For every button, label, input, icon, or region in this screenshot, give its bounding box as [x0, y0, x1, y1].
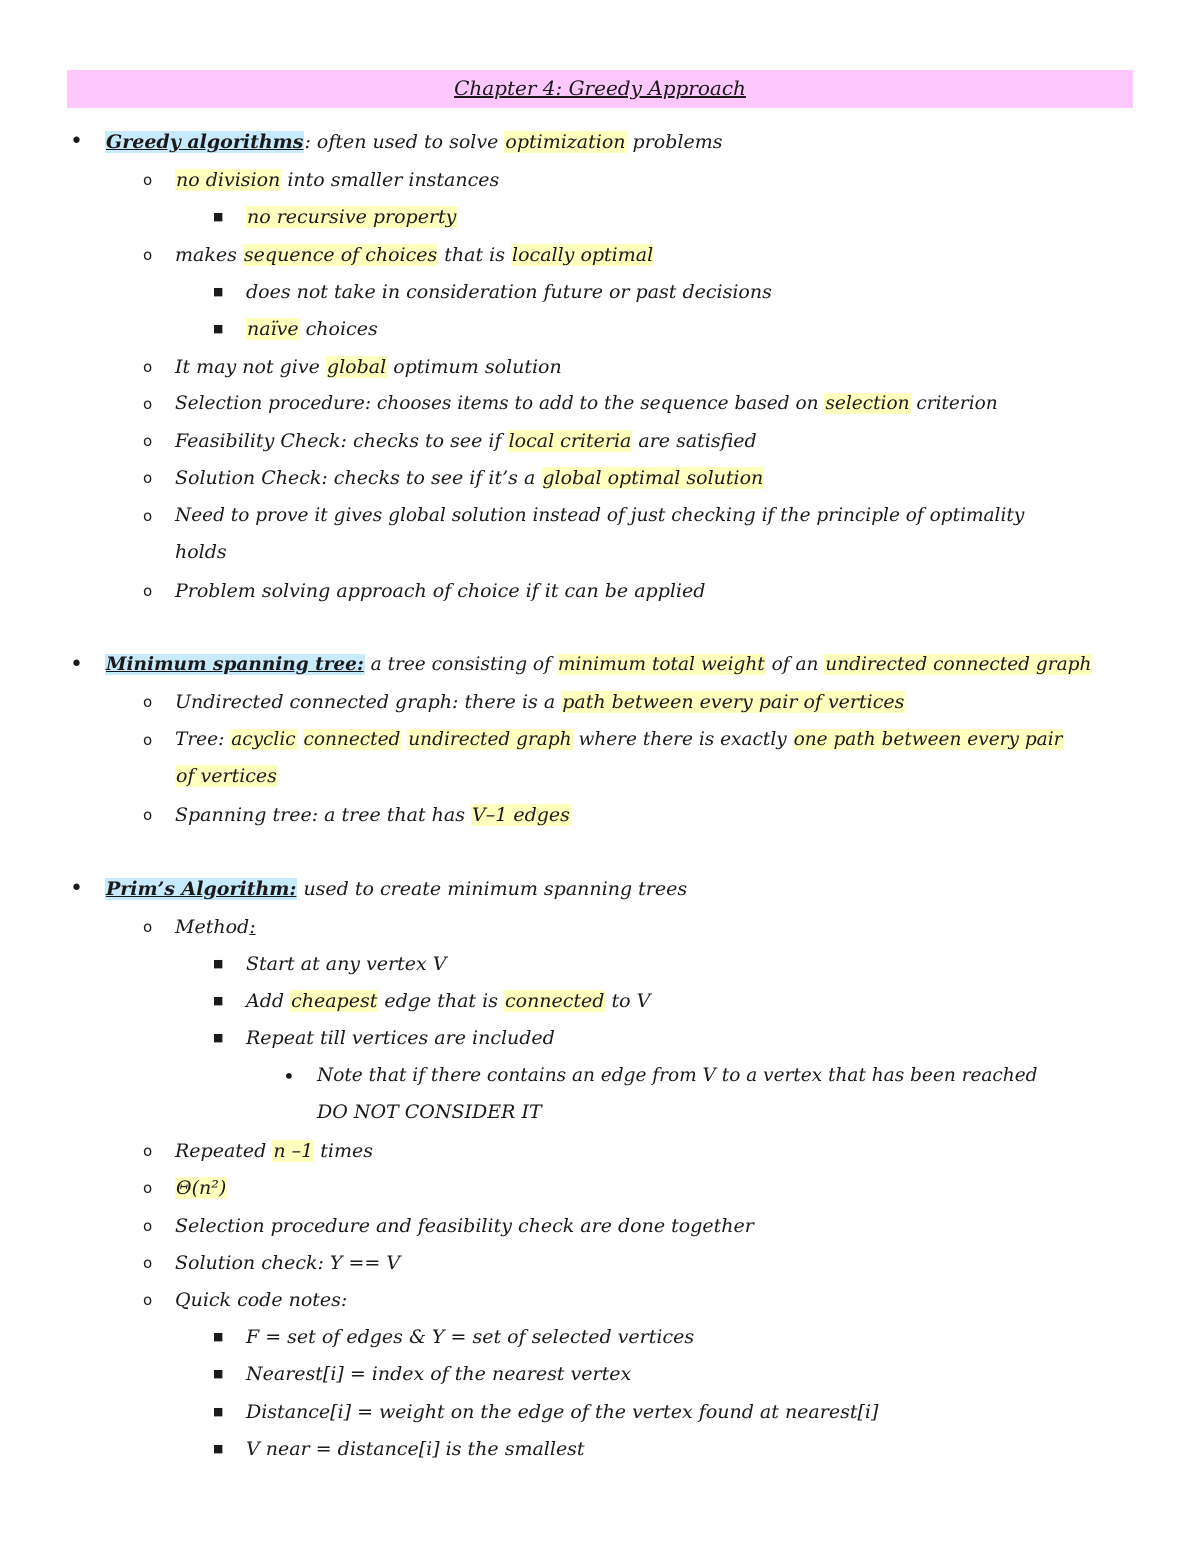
bullet: ■ — [213, 957, 224, 970]
minimum-spanning-tree-heading: Minimum spanning tree: — [106, 654, 364, 675]
bullet: • — [70, 129, 83, 154]
greedy-algorithms-heading: Greedy algorithms — [106, 131, 304, 153]
bullet: o — [143, 693, 153, 711]
bullet: ■ — [213, 1031, 224, 1044]
list-item: Selection procedure and feasibility check are done together — [175, 1215, 754, 1237]
list-item: Repeat till vertices are included — [246, 1027, 555, 1049]
list-item: Quick code notes: — [175, 1289, 348, 1311]
bullet: o — [143, 432, 153, 450]
bullet: o — [143, 246, 153, 264]
list-item: Add cheapest edge that is connected to V — [246, 990, 651, 1012]
bullet: o — [143, 1142, 153, 1160]
list-item: Problem solving approach of choice if it can be applied — [175, 580, 706, 602]
bullet: ■ — [213, 1405, 224, 1418]
bullet: o — [143, 1217, 153, 1235]
bullet: ■ — [213, 322, 224, 335]
list-item: does not take in consideration future or past decisions — [246, 281, 772, 303]
list-item: Method: — [175, 916, 256, 938]
bullet: o — [143, 731, 153, 749]
list-item: Selection procedure: chooses items to add to the sequence based on selection criterion — [175, 393, 998, 414]
bullet: o — [143, 918, 153, 936]
list-item: It may not give global optimum solution — [175, 356, 562, 378]
bullet: o — [143, 1179, 153, 1197]
bullet: ■ — [213, 1367, 224, 1380]
minimum-spanning-tree-heading-line: Minimum spanning tree: a tree consisting of minimum total weight of an undirected connected graph — [106, 654, 1092, 675]
list-item-continuation: of vertices — [176, 765, 277, 787]
bullet: o — [143, 171, 153, 189]
bullet: ■ — [213, 285, 224, 298]
list-item: naïve choices — [247, 318, 378, 340]
chapter-title: Chapter 4: Greedy Approach — [454, 76, 746, 100]
list-item: Repeated n –1 times — [175, 1140, 374, 1162]
bullet: • — [70, 652, 83, 677]
bullet: o — [143, 1291, 153, 1309]
list-item: no division into smaller instances — [176, 169, 500, 191]
bullet: ■ — [213, 1442, 224, 1455]
bullet: o — [143, 582, 153, 600]
list-item: Nearest[i] = index of the nearest vertex — [246, 1363, 632, 1385]
list-item: Spanning tree: a tree that has V–1 edges — [175, 804, 570, 826]
greedy-algorithms-heading-line: Greedy algorithms: often used to solve optimization problems — [106, 131, 723, 153]
bullet: o — [143, 469, 153, 487]
list-item: Θ(n²) — [176, 1177, 227, 1199]
bullet: o — [143, 1254, 153, 1272]
prims-algorithm-heading-line: Prim’s Algorithm: used to create minimum spanning trees — [106, 878, 688, 900]
bullet: o — [143, 507, 153, 525]
list-item-continuation: DO NOT CONSIDER IT — [317, 1101, 542, 1123]
list-item: makes sequence of choices that is locally optimal — [175, 244, 654, 266]
list-item: Tree: acyclic connected undirected graph where there is exactly one path between every pair — [175, 729, 1063, 750]
list-item: Need to prove it gives global solution instead of just checking if the principle of optimality — [175, 505, 1025, 526]
bullet: o — [143, 395, 153, 413]
list-item: V near = distance[i] is the smallest — [246, 1438, 585, 1460]
list-item: no recursive property — [247, 206, 457, 228]
list-item: Feasibility Check: checks to see if local criteria are satisfied — [175, 430, 757, 452]
prims-algorithm-heading: Prim’s Algorithm: — [106, 878, 297, 900]
bullet: • — [283, 1064, 295, 1088]
list-item: Start at any vertex V — [246, 953, 447, 975]
chapter-title-banner — [67, 70, 1133, 108]
list-item: Solution Check: checks to see if it’s a global optimal solution — [175, 467, 764, 489]
list-item: Undirected connected graph: there is a path between every pair of vertices — [175, 691, 905, 713]
bullet: o — [143, 358, 153, 376]
highlight: optimization — [505, 131, 626, 153]
list-item: Note that if there contains an edge from V to a vertex that has been reached — [317, 1065, 1038, 1086]
list-item: Distance[i] = weight on the edge of the vertex found at nearest[i] — [246, 1401, 879, 1423]
bullet: ■ — [213, 994, 224, 1007]
list-item-continuation: holds — [175, 541, 227, 563]
list-item: F = set of edges & Y = set of selected vertices — [246, 1326, 695, 1348]
bullet: ■ — [213, 1330, 224, 1343]
bullet: o — [143, 806, 153, 824]
bullet: ■ — [213, 210, 224, 223]
bullet: • — [70, 876, 83, 901]
list-item: Solution check: Y == V — [175, 1252, 401, 1274]
